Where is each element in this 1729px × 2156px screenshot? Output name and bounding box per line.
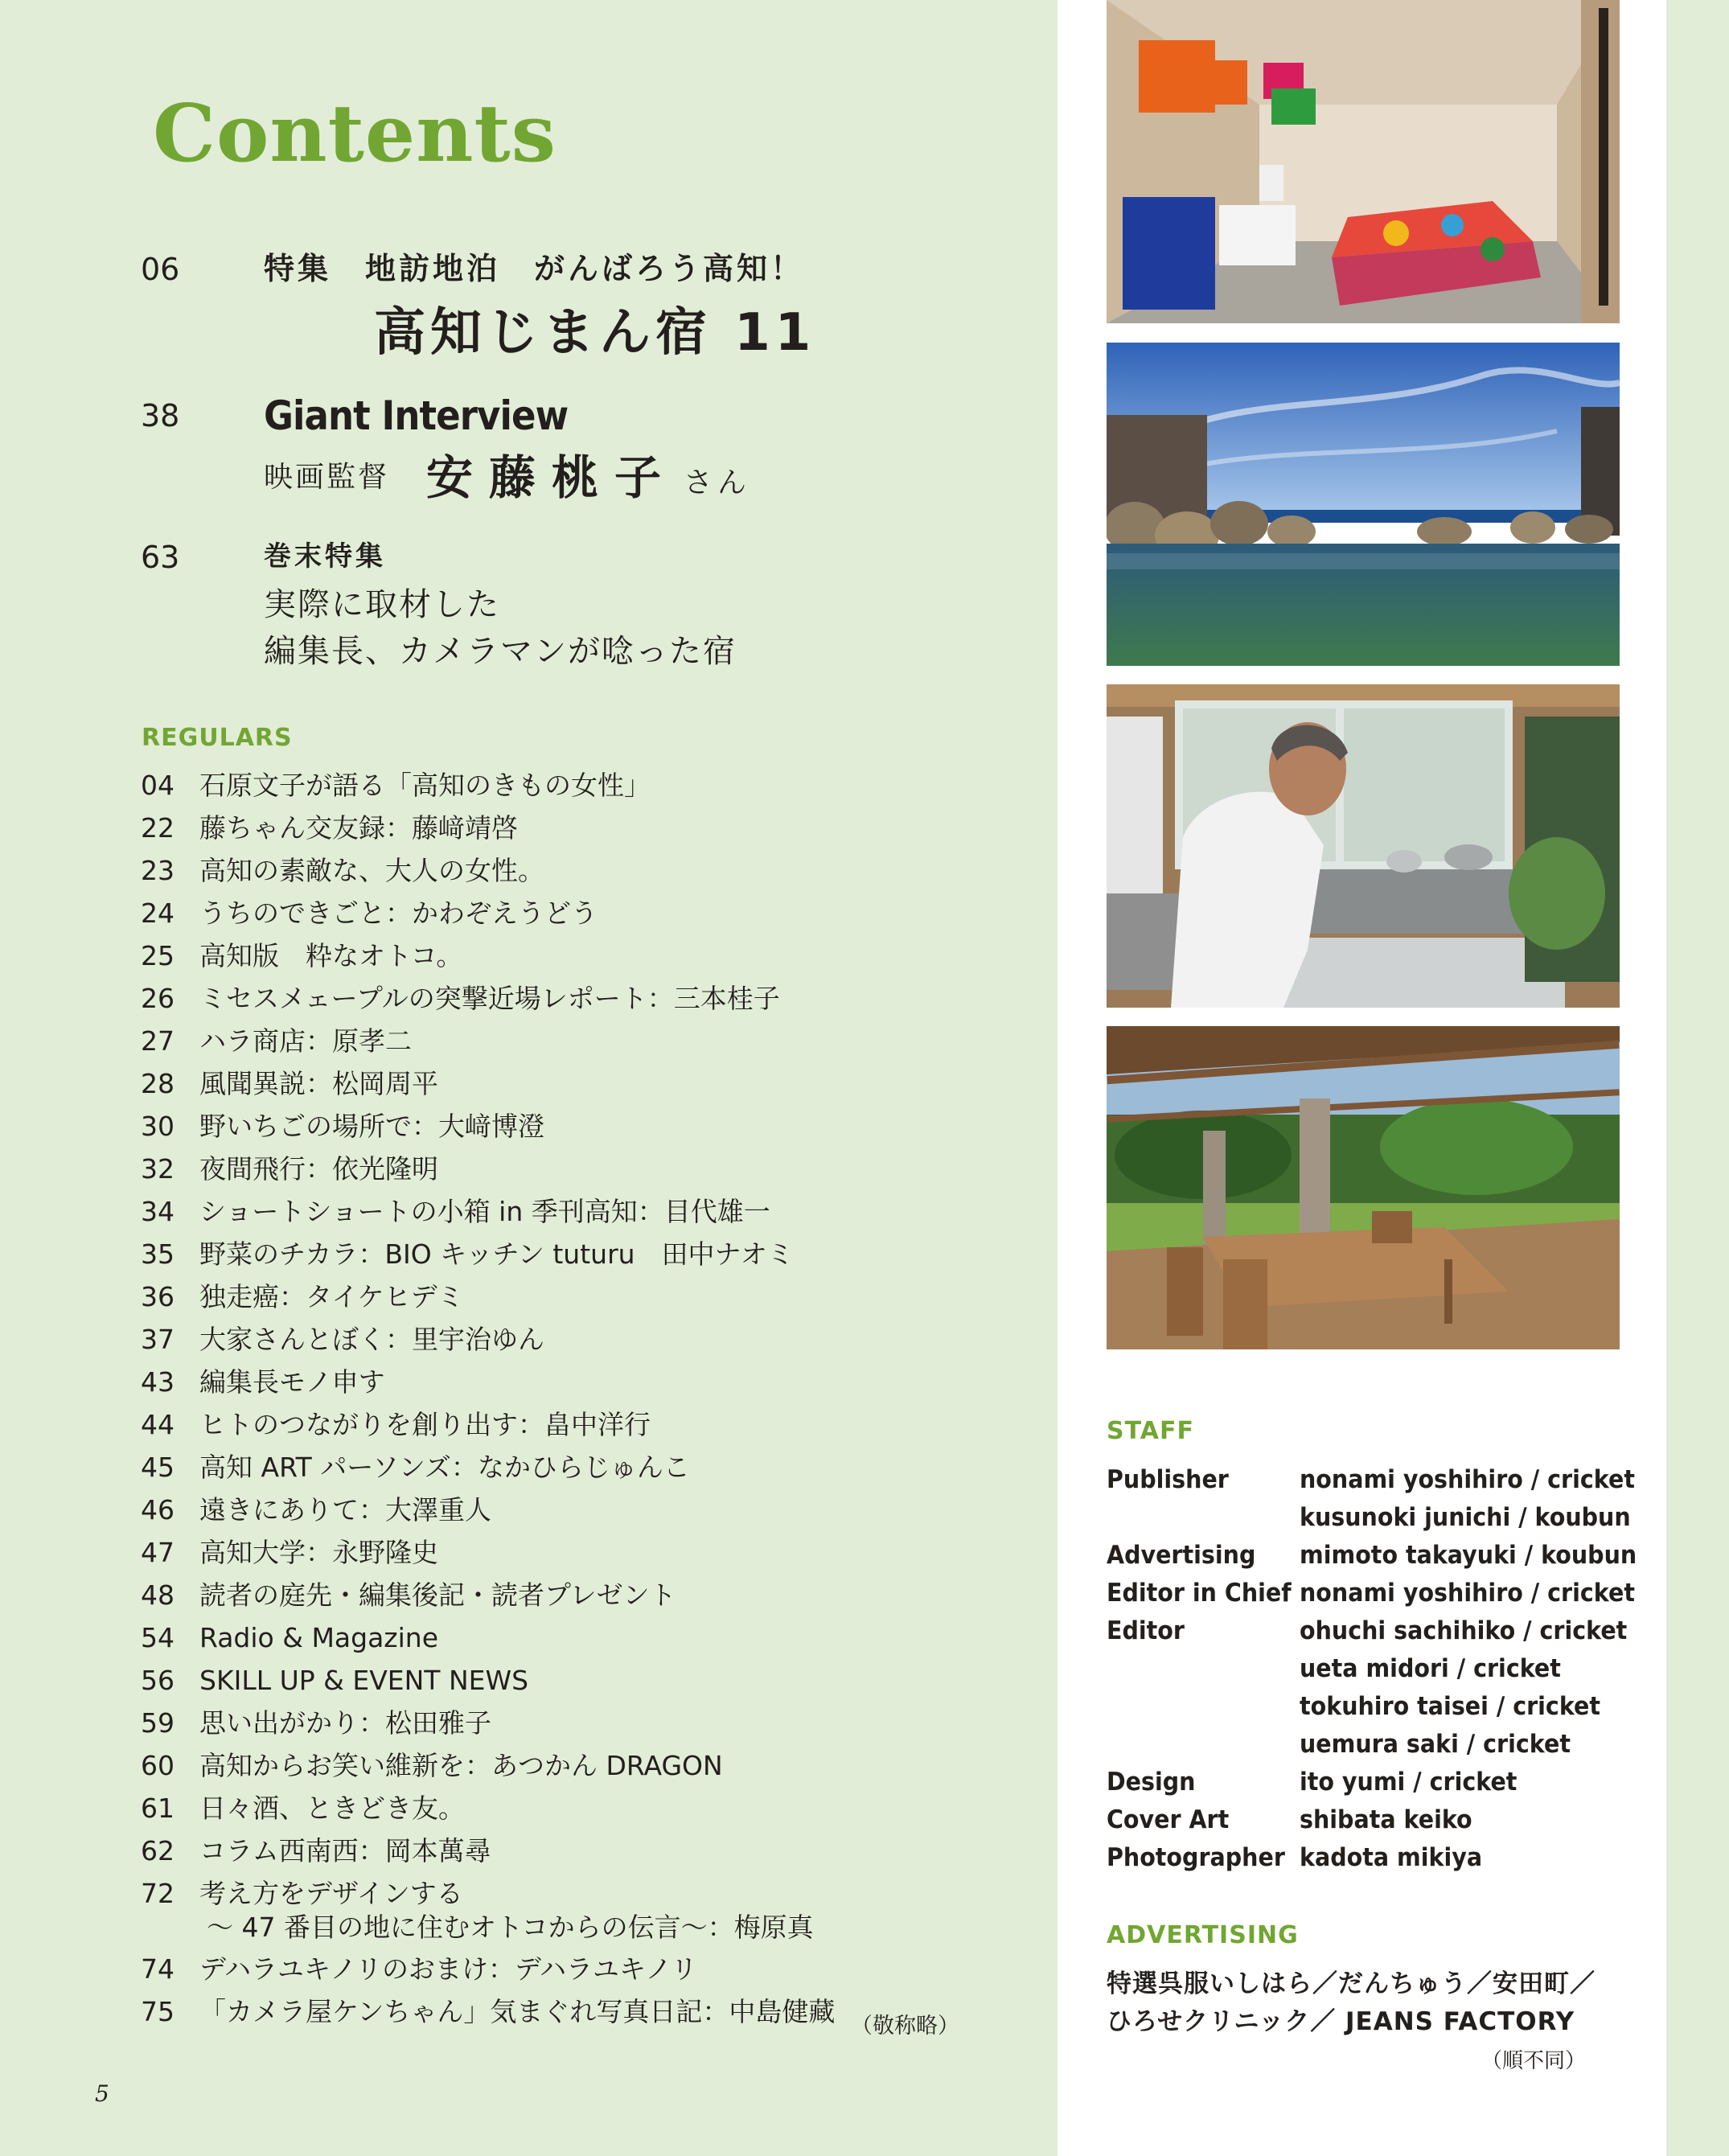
feature-2-role: 映画監督 bbox=[264, 461, 390, 494]
item-title: 独走癌：タイケヒデミ bbox=[199, 1281, 464, 1312]
item-title: 野いちごの場所で：大﨑博澄 bbox=[199, 1111, 544, 1142]
item-title: 高知大学：永野隆史 bbox=[199, 1537, 438, 1568]
item-title: 遠きにありて：大澤重人 bbox=[199, 1494, 491, 1526]
honorific-note: （敬称略） bbox=[851, 2014, 959, 2039]
item-page: 54 bbox=[141, 1622, 175, 1653]
feature-2-page: 38 bbox=[141, 398, 180, 433]
item-title: 高知版 粋なオトコ。 bbox=[199, 940, 463, 971]
item-page: 27 bbox=[141, 1025, 175, 1057]
item-title: ショートショートの小箱 in 季刊高知：目代雄一 bbox=[199, 1196, 770, 1227]
item-page: 45 bbox=[141, 1452, 175, 1483]
item-title: 読者の庭先・編集後記・読者プレゼント bbox=[199, 1579, 676, 1611]
item-page: 43 bbox=[141, 1366, 175, 1398]
item-page: 36 bbox=[141, 1281, 175, 1312]
staff-name: uemura saki / cricket bbox=[1300, 1730, 1571, 1759]
order-note: （順不同） bbox=[1481, 2049, 1587, 2073]
item-title: 考え方をデザインする bbox=[199, 1878, 463, 1909]
item-page: 35 bbox=[141, 1238, 175, 1270]
staff-role: Publisher bbox=[1107, 1465, 1229, 1494]
feature-2-honorific: さん bbox=[684, 466, 752, 499]
advertising-heading: ADVERTISING bbox=[1107, 1921, 1299, 1949]
feature-2-name: 安藤桃子 bbox=[426, 450, 678, 505]
staff-name: kadota mikiya bbox=[1300, 1843, 1483, 1872]
staff-name: nonami yoshihiro / cricket bbox=[1300, 1579, 1635, 1608]
photo-outdoor-bath bbox=[1107, 343, 1620, 666]
staff-role: Photographer bbox=[1107, 1843, 1285, 1872]
item-title: 「カメラ屋ケンちゃん」気まぐれ写真日記：中島健藏 bbox=[199, 1996, 836, 2027]
feature-2-heading: Giant Interview bbox=[264, 392, 569, 439]
item-page: 61 bbox=[141, 1793, 175, 1824]
regulars-heading: REGULARS bbox=[142, 724, 293, 752]
item-title: 高知 ART パーソンズ：なかひらじゅんこ bbox=[199, 1452, 690, 1483]
staff-name: kusunoki junichi / koubun bbox=[1300, 1503, 1631, 1532]
advertiser-line: 特選呉服いしはら／だんちゅう／安田町／ bbox=[1107, 1969, 1596, 1998]
staff-role: Editor in Chief bbox=[1107, 1579, 1292, 1608]
item-page: 22 bbox=[141, 812, 175, 844]
item-title: 藤ちゃん交友録：藤﨑靖啓 bbox=[199, 812, 518, 844]
item-title: 夜間飛行：依光隆明 bbox=[199, 1153, 438, 1185]
item-page: 34 bbox=[141, 1196, 175, 1227]
item-page: 37 bbox=[141, 1324, 175, 1355]
item-title: 編集長モノ申す bbox=[199, 1366, 385, 1398]
item-page: 60 bbox=[141, 1750, 175, 1781]
item-title: 風聞異説：松岡周平 bbox=[199, 1068, 438, 1099]
item-title: 野菜のチカラ：BIO キッチン tuturu 田中ナオミ bbox=[199, 1238, 794, 1270]
item-page: 25 bbox=[141, 940, 175, 971]
photo-guest-room bbox=[1107, 0, 1620, 323]
item-title: 石原文子が語る「高知のきもの女性」 bbox=[199, 770, 651, 801]
item-page: 44 bbox=[141, 1409, 175, 1440]
photo-wooden-terrace bbox=[1107, 1026, 1620, 1349]
item-page: 75 bbox=[141, 1996, 175, 2027]
item-page: 24 bbox=[141, 897, 175, 929]
item-page: 30 bbox=[141, 1111, 175, 1142]
item-subtitle: 〜 47 番目の地に住むオトコからの伝言〜：梅原真 bbox=[207, 1912, 814, 1943]
item-page: 74 bbox=[141, 1953, 175, 1985]
item-page: 48 bbox=[141, 1579, 175, 1611]
item-page: 72 bbox=[141, 1878, 175, 1909]
feature-3-label: 巻末特集 bbox=[264, 540, 386, 573]
feature-1-page: 06 bbox=[141, 252, 180, 287]
item-page: 46 bbox=[141, 1494, 175, 1526]
item-page: 62 bbox=[141, 1835, 175, 1866]
item-title: Radio & Magazine bbox=[199, 1622, 439, 1653]
item-title: SKILL UP & EVENT NEWS bbox=[199, 1665, 529, 1696]
page-number: 5 bbox=[95, 2080, 109, 2107]
item-title: 高知からお笑い維新を：あつかん DRAGON bbox=[199, 1750, 723, 1781]
staff-name: ohuchi sachihiko / cricket bbox=[1300, 1616, 1628, 1645]
item-title: デハラユキノリのおまけ：デハラユキノリ bbox=[199, 1953, 698, 1985]
staff-name: nonami yoshihiro / cricket bbox=[1300, 1465, 1635, 1494]
staff-name: mimoto takayuki / koubun bbox=[1300, 1541, 1637, 1570]
margin-strip bbox=[1666, 0, 1729, 2156]
item-title: 思い出がかり：松田雅子 bbox=[199, 1707, 491, 1739]
photo-kitchen-chef bbox=[1107, 684, 1620, 1008]
feature-1-title: 高知じまん宿 11 bbox=[374, 303, 816, 363]
item-title: 日々酒、ときどき友。 bbox=[199, 1793, 465, 1824]
staff-role: Editor bbox=[1107, 1616, 1185, 1645]
feature-1-label: 特集 地訪地泊 がんばろう高知！ bbox=[264, 251, 805, 286]
staff-role: Cover Art bbox=[1107, 1805, 1230, 1834]
staff-role: Advertising bbox=[1107, 1541, 1256, 1570]
item-page: 28 bbox=[141, 1068, 175, 1099]
staff-name: shibata keiko bbox=[1300, 1805, 1472, 1834]
item-page: 04 bbox=[141, 770, 175, 801]
staff-role: Design bbox=[1107, 1768, 1196, 1797]
item-title: うちのできごと：かわぞえうどう bbox=[199, 897, 598, 929]
item-title: ハラ商店：原孝二 bbox=[199, 1025, 412, 1057]
item-page: 23 bbox=[141, 855, 175, 886]
staff-name: ueta midori / cricket bbox=[1300, 1654, 1561, 1683]
feature-3-line: 編集長、カメラマンが唸った宿 bbox=[264, 633, 737, 670]
feature-3-line: 実際に取材した bbox=[264, 586, 500, 623]
item-title: 高知の素敵な、大人の女性。 bbox=[199, 855, 544, 886]
item-page: 32 bbox=[141, 1153, 175, 1185]
staff-name: tokuhiro taisei / cricket bbox=[1300, 1692, 1601, 1721]
feature-3-page: 63 bbox=[141, 540, 180, 575]
staff-name: ito yumi / cricket bbox=[1300, 1768, 1517, 1797]
item-page: 59 bbox=[141, 1707, 175, 1739]
item-title: コラム西南西：岡本萬尋 bbox=[199, 1835, 491, 1866]
item-page: 26 bbox=[141, 983, 175, 1014]
staff-heading: STAFF bbox=[1107, 1417, 1194, 1445]
item-page: 56 bbox=[141, 1665, 175, 1696]
item-page: 47 bbox=[141, 1537, 175, 1568]
advertiser-line: ひろせクリニック／ JEANS FACTORY bbox=[1107, 2007, 1575, 2036]
item-title: 大家さんとぼく：里宇治ゆん bbox=[199, 1324, 544, 1355]
item-title: ミセスメェープルの突撃近場レポート：三本桂子 bbox=[199, 983, 780, 1014]
page-title: Contents bbox=[153, 88, 556, 180]
item-title: ヒトのつながりを創り出す：畠中洋行 bbox=[199, 1409, 651, 1440]
